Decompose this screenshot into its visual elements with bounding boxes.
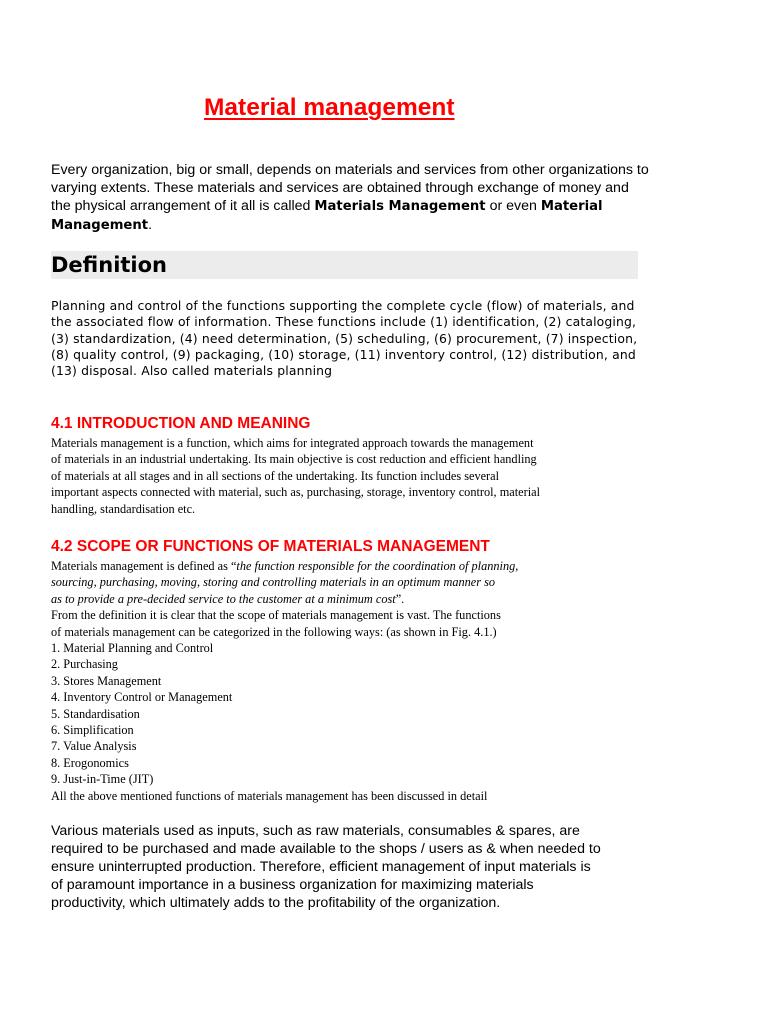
function-list-item: 8. Erogonomics (51, 755, 129, 770)
function-list-item: 7. Value Analysis (51, 739, 137, 754)
section-41-line: important aspects connected with material, such as, purchasing, storage, inventory control, material (51, 485, 540, 500)
intro-text-after: . (148, 217, 153, 233)
function-list-item: 6. Simplification (51, 723, 134, 738)
function-list-item: 4. Inventory Control or Management (51, 690, 233, 705)
section-42-line: of materials management can be categorized in the following ways: (as shown in Fig. 4.1.) (51, 624, 497, 639)
intro-term-materials-management: Materials Management (314, 199, 486, 214)
closing-paragraph (51, 822, 651, 912)
definition-quote-part-1: the function responsible for the coordination of planning, (236, 559, 519, 573)
closing-line: required to be purchased and made available to the shops / users as & when needed to (51, 841, 601, 857)
section-41-line: of materials at all stages and in all sections of the undertaking. Its function includes several (51, 468, 500, 483)
definition-body: Planning and control of the functions supporting the complete cycle (flow) of materials, and the associated flow of information. These functions include (1) identification, (2) cataloging, (3) standardization, (4) need determination, (5) scheduling, (6) procurement, (7) inspection, (8) quality control, (9) packaging, (10) storage, (11) inventory control, (12) distribution, and (13) disposal. Also called materials planning (51, 298, 638, 379)
section-42-definition-line-2 (51, 574, 651, 590)
definition-heading: Definition (51, 253, 168, 277)
function-list-item: 1. Material Planning and Control (51, 641, 214, 656)
section-41-line: handling, standardisation etc. (51, 501, 196, 516)
definition-quote-part-2: sourcing, purchasing, moving, storing and controlling materials in an optimum manner so (51, 575, 496, 590)
section-42-closing-line: All the above mentioned functions of materials management has been discussed in detail (51, 788, 488, 803)
section-42-line: From the definition it is clear that the scope of materials management is vast. The functions (51, 608, 501, 623)
section-41-body (51, 435, 651, 517)
function-list-item: 5. Standardisation (51, 706, 140, 721)
closing-line: ensure uninterrupted production. Therefore, efficient management of input materials is (51, 859, 591, 875)
section-42-body (51, 558, 651, 804)
page-title: Material management (204, 94, 455, 121)
function-list-item: 9. Just-in-Time (JIT) (51, 772, 154, 787)
intro-paragraph (51, 161, 651, 235)
section-42-definition-line-1 (51, 558, 651, 574)
section-42-definition-line-3 (51, 591, 651, 607)
definition-quote-part-3: as to provide a pre-decided service to the customer at a minimum cost (51, 591, 396, 606)
function-list-item: 3. Stores Management (51, 673, 162, 688)
definition-prefix: Materials management is defined as “ (51, 559, 237, 573)
intro-term-material-management: Material Management (51, 199, 603, 233)
section-41-heading: 4.1 INTRODUCTION AND MEANING (51, 415, 311, 432)
definition-suffix: ”. (395, 591, 405, 606)
closing-line: Various materials used as inputs, such as raw materials, consumables & spares, are (51, 823, 580, 839)
closing-line: productivity, which ultimately adds to the profitability of the organization. (51, 895, 501, 911)
intro-text-before: Every organization, big or small, depends on materials and services from other organizations to varying extents. These materials and services are obtained through exchange of money and the physical arrangement of it all is called (51, 162, 649, 214)
function-list-item: 2. Purchasing (51, 657, 118, 672)
intro-text-middle: or even (485, 198, 541, 214)
section-41-line: Materials management is a function, which aims for integrated approach towards the management (51, 436, 534, 450)
section-41-line: of materials in an industrial undertaking. Its main objective is cost reduction and efficient handling (51, 452, 537, 467)
section-42-heading: 4.2 SCOPE OR FUNCTIONS OF MATERIALS MANAGEMENT (51, 538, 490, 555)
closing-line: of paramount importance in a business organization for maximizing materials (51, 877, 534, 893)
